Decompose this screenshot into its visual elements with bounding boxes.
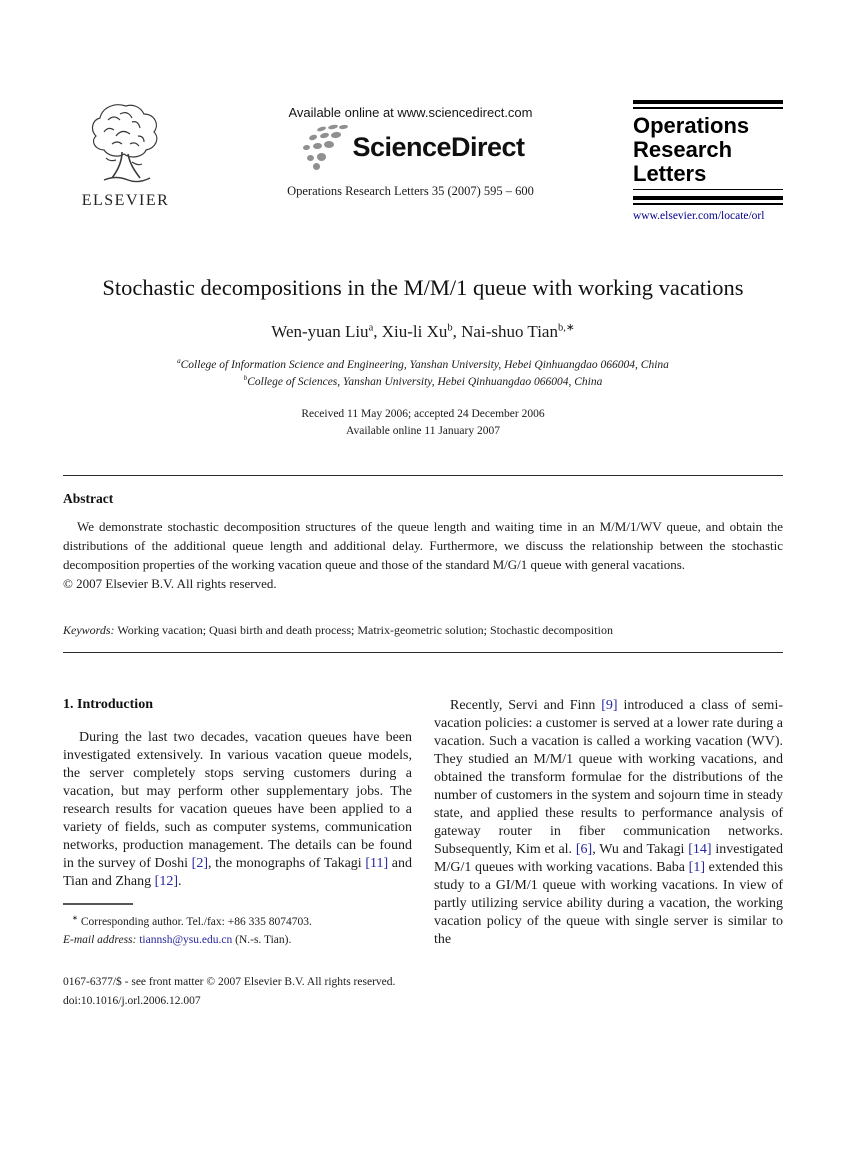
left-column — [63, 697, 412, 1010]
sciencedirect-dots-icon — [296, 124, 350, 170]
text-run: , the monographs of Takagi — [207, 856, 366, 872]
journal-name-line3: Letters — [633, 160, 707, 186]
citation-link[interactable]: [14] — [688, 842, 712, 858]
sciencedirect-wordmark: ScienceDirect — [352, 131, 525, 162]
logo-rule-under-letters — [633, 189, 783, 191]
text-run: . — [177, 874, 182, 890]
corresponding-author-note — [63, 914, 412, 932]
text-run: a — [177, 357, 181, 366]
authors-line — [63, 322, 783, 342]
keywords-line — [63, 623, 783, 638]
journal-url-link[interactable]: www.elsevier.com/locate/orl — [633, 209, 765, 222]
citation-link[interactable]: tiannsh@ysu.edu.cn — [139, 933, 233, 946]
text-run: b — [243, 374, 248, 383]
text-run: (N.-s. Tian). — [232, 933, 292, 946]
right-column — [434, 697, 783, 1010]
section-heading-introduction: 1. Introduction — [63, 697, 153, 713]
journal-logo — [633, 100, 783, 205]
abstract-heading: Abstract — [63, 491, 114, 507]
journal-name-line2: Research — [633, 136, 733, 162]
text-run: , Xiu-li Xu — [373, 322, 448, 342]
imprint-block — [63, 973, 412, 1010]
divider-above-abstract — [63, 475, 783, 476]
text-run: Wen-yuan Liu — [271, 322, 369, 342]
citation-link[interactable]: [2] — [191, 856, 208, 872]
text-run: Recently, Servi and Finn — [450, 698, 602, 714]
header-center — [188, 100, 633, 199]
doi-line: doi:10.1016/j.orl.2006.12.007 — [63, 994, 201, 1007]
affiliation-b — [63, 374, 783, 391]
text-run: , Wu and Takagi — [592, 842, 689, 858]
citation-link[interactable]: [1] — [688, 860, 705, 876]
email-note — [63, 932, 412, 950]
elsevier-wordmark: ELSEVIER — [81, 192, 170, 209]
citation-link[interactable]: [6] — [575, 842, 593, 858]
received-line: Received 11 May 2006; accepted 24 December 2006 — [301, 407, 545, 420]
abstract-copyright: © 2007 Elsevier B.V. All rights reserved. — [63, 576, 277, 592]
available-online-line: Available online 11 January 2007 — [346, 425, 500, 438]
intro-paragraph-left — [63, 729, 412, 891]
text-run: extended this study to a GI/M/1 queue with working vacations. In view of partly utilizing service ability during a vacation, the working vacation policy of the queue with single server is similar to the — [434, 860, 783, 948]
elsevier-tree-icon — [85, 100, 167, 186]
text-run: a — [368, 322, 374, 334]
text-run: College of Information Science and Engineering, Yanshan University, Hebei Qinhuangdao 066004, China — [180, 359, 669, 372]
footnote-block — [63, 903, 412, 949]
intro-paragraph-right — [434, 697, 783, 949]
citation-link[interactable]: [11] — [365, 856, 389, 872]
text-run: ∗ — [72, 913, 78, 922]
elsevier-logo[interactable] — [63, 100, 188, 210]
logo-rule-thin-top — [633, 107, 783, 109]
citation-link[interactable]: [9] — [601, 698, 618, 714]
text-run: introduced a class of semi-vacation policies: a customer is served at a lower rate during a vacation. Such a vacation is called a working vacation (WV). They studied an M/M/1 queue with working vacations, and obtained the transform formulae for the distributions of the number of customers in the system and sojourn time in steady state, and applied these results to performance analysis of gateway router in fiber communication networks. Subsequently, Kim et al. — [434, 698, 783, 858]
affiliation-a — [63, 357, 783, 374]
text-run: , Nai-shuo Tian — [452, 322, 558, 342]
abstract-text: We demonstrate stochastic decomposition structures of the queue length and waiting time in an M/M/1/WV queue, and obtain the distributions of the additional queue length and additional delay. Furthermore, we discuss the relationship between the stochastic decomposition properties of the working vacation queue and those of the standard M/G/1 queue with general vacations. — [63, 519, 783, 573]
text-run: and Tian and Zhang — [63, 856, 412, 890]
text-run: b,∗ — [557, 322, 575, 334]
page-header — [63, 100, 783, 222]
footnote-rule — [63, 903, 133, 905]
text-run: b — [447, 322, 453, 334]
issn-copyright-line: 0167-6377/$ - see front matter © 2007 Elsevier B.V. All rights reserved. — [63, 976, 396, 989]
logo-rule-thin-bottom — [633, 203, 783, 205]
text-run: During the last two decades, vacation queues have been investigated extensively. In various vacation queue models, the server completely stops serving customers during a vacation, but may perform other supplementary jobs. The research results for vacation queues have been applied to a variety of fields, such as computer systems, communication networks, production management. The details can be found in the survey of Doshi — [63, 730, 412, 872]
text-run: Corresponding author. Tel./fax: +86 335 8074703. — [77, 915, 312, 928]
journal-citation: Operations Research Letters 35 (2007) 595 – 600 — [287, 184, 534, 198]
text-run: Working vacation; Quasi birth and death process; Matrix-geometric solution; Stochastic decomposition — [114, 623, 613, 638]
divider-below-keywords — [63, 652, 783, 653]
body-columns — [63, 697, 783, 1010]
affiliations — [63, 357, 783, 392]
text-run: E-mail address: — [63, 933, 137, 946]
text-run: Keywords: — [63, 623, 115, 638]
journal-name-line1: Operations — [633, 112, 750, 138]
abstract-section — [63, 491, 783, 638]
front-matter — [63, 272, 783, 442]
logo-rule-thick-bottom — [633, 196, 783, 200]
text-run: investigated M/G/1 queues with working vacations. Baba — [434, 842, 783, 876]
header-right — [633, 100, 783, 222]
available-online-text[interactable]: Available online at www.sciencedirect.com — [288, 105, 533, 120]
paper-title: Stochastic decompositions in the M/M/1 queue with working vacations — [102, 274, 744, 300]
sciencedirect-logo[interactable] — [296, 124, 524, 170]
history-dates — [63, 406, 783, 442]
text-run: College of Sciences, Yanshan University, Hebei Qinhuangdao 066004, China — [247, 376, 603, 389]
logo-rule-thick-top — [633, 100, 783, 104]
citation-link[interactable]: [12] — [154, 874, 178, 890]
journal-logo-text — [633, 114, 783, 186]
